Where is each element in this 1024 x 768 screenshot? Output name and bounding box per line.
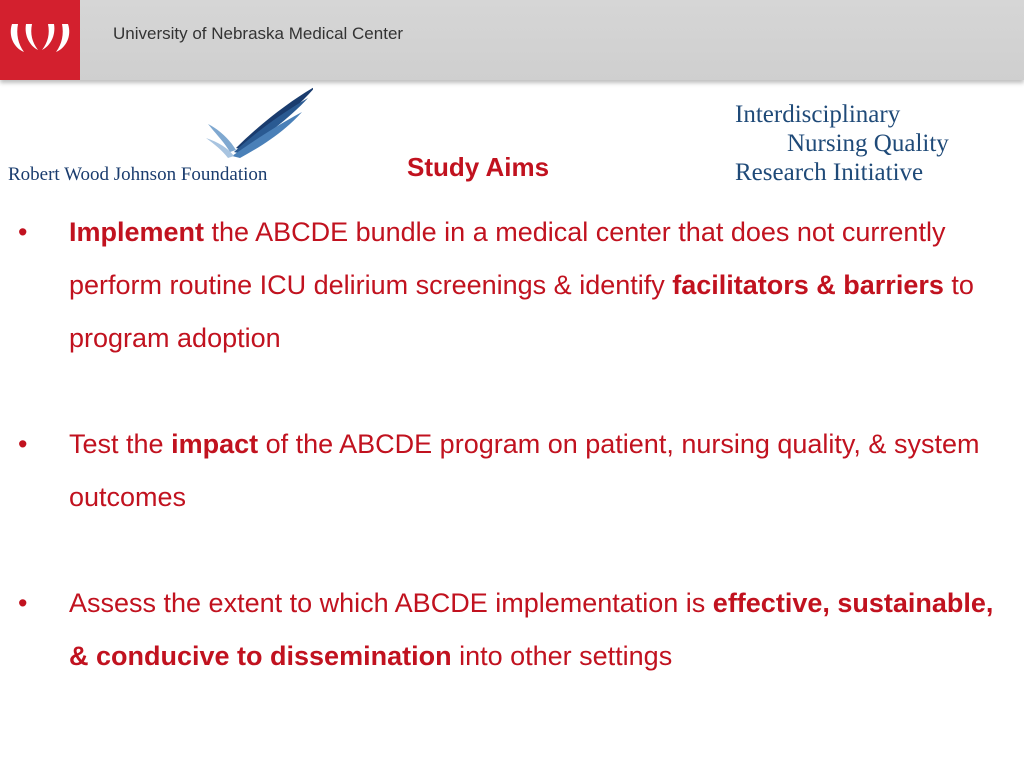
unmc-logo-icon xyxy=(0,0,80,80)
inqri-logo-line-3: Research Initiative xyxy=(735,159,924,186)
bullet-dot-icon: • xyxy=(18,588,28,618)
bullet-1-text-1: the ABCDE bundle in a medical center that does not currently perform routine ICU delirium screenings & identify xyxy=(69,217,946,300)
unmc-logo xyxy=(0,0,80,80)
bullet-3-text-1: into other settings xyxy=(451,641,673,671)
bullet-1-bold-2: facilitators & barriers xyxy=(672,270,944,300)
slide-title: Study Aims xyxy=(407,152,550,182)
header-title: University of Nebraska Medical Center xyxy=(113,24,404,43)
bullet-dot-icon: • xyxy=(18,217,28,247)
bullet-item-implement xyxy=(0,206,1024,365)
bullet-list xyxy=(0,206,1024,683)
rwjf-logo xyxy=(8,84,313,188)
header-bar xyxy=(0,0,1024,80)
bullet-3-text-0: Assess the extent to which ABCDE implementation is xyxy=(69,588,713,618)
bullet-item-assess xyxy=(0,577,1024,683)
bullet-1-text-2: to program adoption xyxy=(69,270,974,353)
rwjf-logo-text: Robert Wood Johnson Foundation xyxy=(8,164,268,185)
inqri-logo-line-1: Interdisciplinary xyxy=(735,101,901,128)
inqri-logo xyxy=(735,100,1020,190)
bullet-1-bold-1: Implement xyxy=(69,217,205,247)
bullet-item-impact xyxy=(0,418,1024,524)
bullet-2-text-1: of the ABCDE program on patient, nursing quality, & system outcomes xyxy=(69,429,980,512)
bullet-dot-icon: • xyxy=(18,429,28,459)
bullet-2-text-0: Test the xyxy=(69,429,172,459)
inqri-logo-line-2: Nursing Quality xyxy=(787,130,949,157)
bullet-3-bold-1: effective, sustainable, & conducive to dissemination xyxy=(69,588,994,671)
rwjf-wings-icon xyxy=(8,84,313,164)
bullet-2-bold-1: impact xyxy=(171,429,259,459)
